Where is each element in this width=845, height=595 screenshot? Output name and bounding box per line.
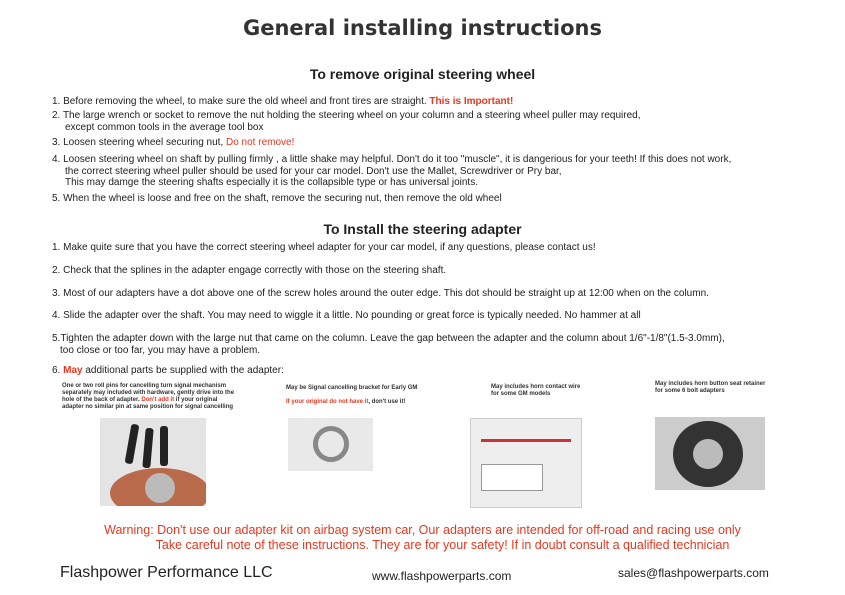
roll-pins-photo	[100, 418, 206, 506]
remove-step-1: 1. Before removing the wheel, to make sure the old wheel and front tires are straight. This is Important!	[52, 96, 514, 107]
part-caption-roll-pins: One or two roll pins for cancelling turn signal mechanism separately may included with hardware, gently drive into the hole of the back of adapter. Don't add it if your original adapter no similar pin at same position for signal cancelling	[62, 383, 235, 410]
warning-line-2: Take careful note of these instructions. They are for your safety! If in doubt consult a qualified technician	[155, 538, 730, 552]
remove-step-3: 3. Loosen steering wheel securing nut, Do not remove!	[52, 137, 295, 148]
remove-heading: To remove original steering wheel	[309, 66, 536, 82]
install-step-5: 5.Tighten the adapter down with the large nut that came on the column. Leave the gap between the adapter and the column about 1/6"-1/8"(1.5-3.0mm),	[52, 333, 725, 344]
part-caption-horn-wire: May includes horn contact wire for some GM models	[491, 384, 581, 397]
install-step-6: 6. May additional parts be supplied with the adapter:	[52, 365, 284, 376]
remove-step-5: 5. When the wheel is loose and free on the shaft, remove the securing nut, then remove the old wheel	[52, 193, 502, 204]
horn-wire-photo	[470, 418, 582, 508]
install-step-3: 3. Most of our adapters have a dot above one of the screw holes around the outer edge. This dot should be straight up at 12:00 when on the column.	[52, 288, 709, 299]
part-caption-bracket: May be Signal cancelling bracket for Early GM If your original do not have it, don't use it!	[286, 385, 418, 405]
warning-line-1: Warning: Don't use our adapter kit on airbag system car, Our adapters are intended for off-road and racing use only	[104, 523, 741, 537]
website-link[interactable]: www.flashpowerparts.com	[372, 569, 512, 583]
retainer-photo	[655, 417, 765, 490]
bracket-photo	[288, 418, 373, 471]
email-link[interactable]: sales@flashpowerparts.com	[618, 566, 769, 580]
install-step-5-cont: too close or too far, you may have a problem.	[60, 345, 261, 356]
install-step-4: 4. Slide the adapter over the shaft. You may need to wiggle it a little. No pounding or great force is typically needed. No hammer at all	[52, 310, 641, 321]
remove-step-2: 2. The large wrench or socket to remove the nut holding the steering wheel on your column and a steering wheel puller may required, except common tools in the average tool box	[52, 110, 641, 133]
install-heading: To Install the steering adapter	[323, 221, 522, 237]
remove-step-4: 4. Loosen steering wheel on shaft by pulling firmly , a little shake may helpful. Don't do it too "muscle", it is dangerious for your teeth! If this does not work, the correct steering wheel puller should be used for your car model. Don't use the Mallet, Screwdriver or Pry bar, This may damge the steering shafts especially it is the collapsible type or has universal joints.	[52, 154, 732, 188]
page-title: General installing instructions	[242, 16, 602, 40]
install-step-2: 2. Check that the splines in the adapter engage correctly with those on the steering shaft.	[52, 265, 447, 276]
company-name: Flashpower Performance LLC	[60, 564, 273, 581]
install-step-1: 1. Make quite sure that you have the correct steering wheel adapter for your car model, if any questions, please contact us!	[52, 242, 596, 253]
part-caption-retainer: May includes horn button seat retainer for some 6 bolt adapters	[655, 381, 766, 394]
